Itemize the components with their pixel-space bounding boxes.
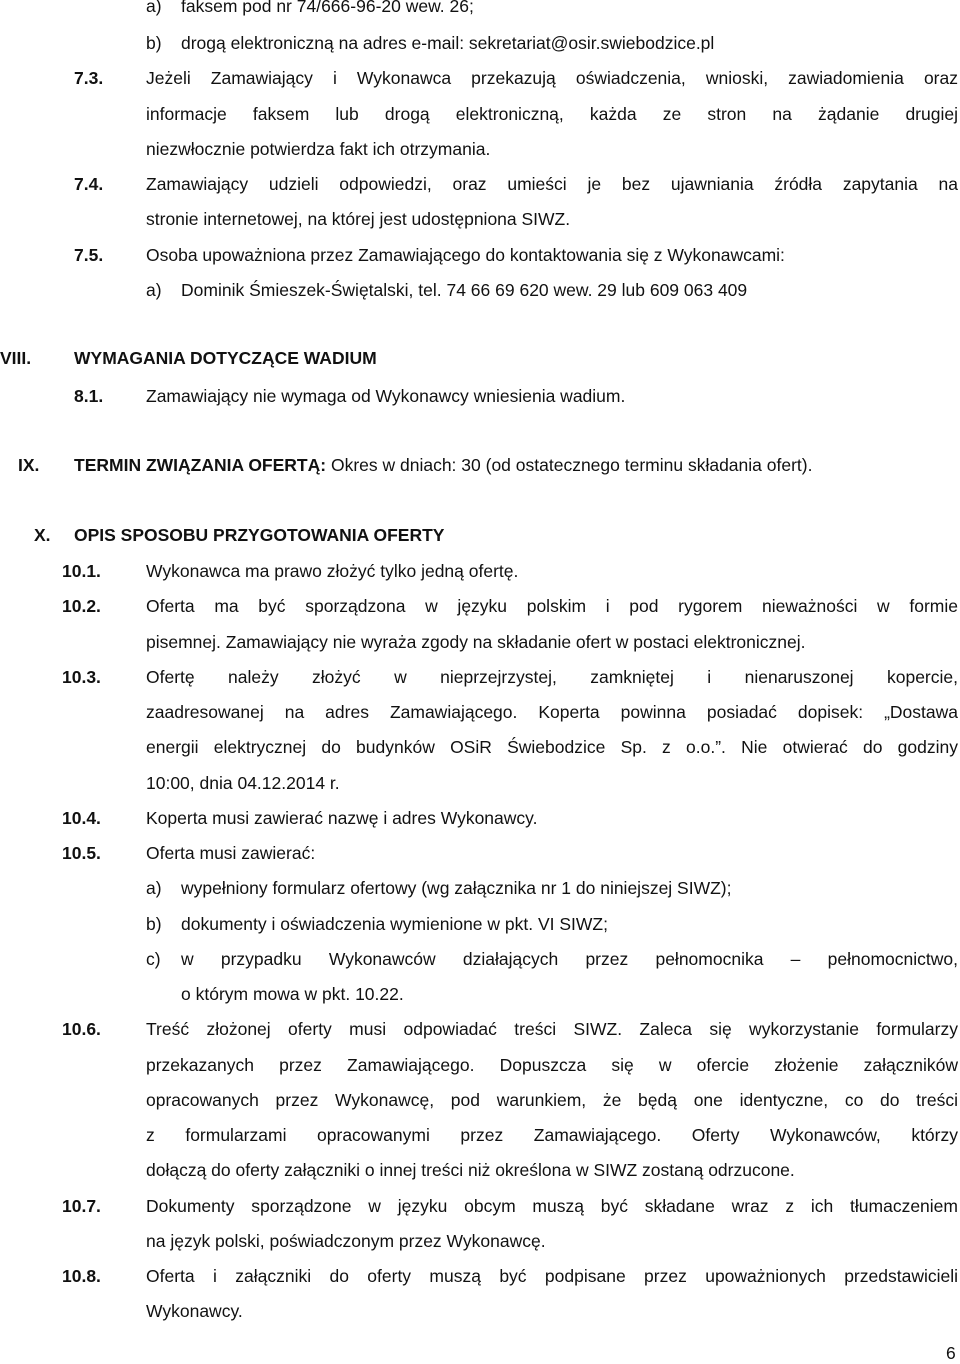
section-number: 10.1. — [62, 561, 101, 581]
list-letter: a) — [146, 878, 162, 898]
paragraph-line: Koperta musi zawierać nazwę i adres Wykonawcy. — [146, 808, 538, 828]
paragraph-line: Zamawiający nie wymaga od Wykonawcy wniesienia wadium. — [146, 386, 626, 406]
section-number: 10.7. — [62, 1196, 101, 1216]
section-title-wrap — [74, 454, 812, 476]
list-letter: a) — [146, 0, 162, 16]
section-title: WYMAGANIA DOTYCZĄCE WADIUM — [74, 348, 377, 368]
roman-numeral: VIII. — [0, 348, 32, 368]
section-number: 10.8. — [62, 1266, 101, 1286]
section-number: 7.3. — [74, 68, 104, 88]
paragraph-line: Dokumenty sporządzone w języku obcym muszą być składane wraz z ich tłumaczeniem — [146, 1196, 958, 1216]
list-letter: b) — [146, 33, 162, 53]
section-title: OPIS SPOSOBU PRZYGOTOWANIA OFERTY — [74, 525, 445, 545]
list-text: w przypadku Wykonawców działających przez pełnomocnika – pełnomocnictwo, — [181, 949, 958, 969]
paragraph-line: Oferta musi zawierać: — [146, 843, 316, 863]
list-letter: c) — [146, 949, 161, 969]
paragraph-line: 10:00, dnia 04.12.2014 r. — [146, 773, 340, 793]
paragraph-line: Oferta ma być sporządzona w języku polskim i pod rygorem nieważności w formie — [146, 596, 958, 616]
paragraph-line: Wykonawca ma prawo złożyć tylko jedną ofertę. — [146, 561, 519, 581]
list-text: Dominik Śmieszek-Świętalski, tel. 74 66 69 620 wew. 29 lub 609 063 409 — [181, 280, 748, 300]
paragraph-line: Wykonawcy. — [146, 1301, 243, 1321]
paragraph-line: informacje faksem lub drogą elektroniczną, każda ze stron na żądanie drugiej — [146, 104, 958, 124]
section-number: 7.5. — [74, 245, 104, 265]
section-number: 10.5. — [62, 843, 101, 863]
list-letter: b) — [146, 914, 162, 934]
paragraph-line: Jeżeli Zamawiający i Wykonawca przekazują oświadczenia, wnioski, zawiadomienia oraz — [146, 68, 958, 88]
paragraph-line: Treść złożonej oferty musi odpowiadać treści SIWZ. Zaleca się wykorzystanie formularzy — [146, 1019, 958, 1039]
section-title: TERMIN ZWIĄZANIA OFERTĄ: — [74, 455, 327, 475]
paragraph-line: energii elektrycznej do budynków OSiR Świebodzice Sp. z o.o.”. Nie otwierać do godziny — [146, 737, 958, 757]
roman-numeral: X. — [34, 525, 51, 545]
section-number: 10.6. — [62, 1019, 101, 1039]
paragraph-line: stronie internetowej, na której jest udostępniona SIWZ. — [146, 209, 571, 229]
roman-numeral: IX. — [18, 455, 40, 475]
paragraph-line: dołączą do oferty załączniki o innej treści niż określona w SIWZ zostaną odrzucone. — [146, 1160, 795, 1180]
paragraph-line: na język polski, poświadczonym przez Wykonawcę. — [146, 1231, 546, 1251]
paragraph-line: Zamawiający udzieli odpowiedzi, oraz umieści je bez ujawniania źródła zapytania na — [146, 174, 958, 194]
section-number: 10.2. — [62, 596, 101, 616]
list-text: wypełniony formularz ofertowy (wg załącznika nr 1 do niniejszej SIWZ); — [181, 878, 732, 898]
paragraph-line: z formularzami opracowanymi przez Zamawiającego. Oferty Wykonawców, którzy — [146, 1125, 958, 1145]
section-number: 7.4. — [74, 174, 104, 194]
list-text: o którym mowa w pkt. 10.22. — [181, 984, 404, 1004]
section-number: 10.3. — [62, 667, 101, 687]
paragraph-line: zaadresowanej na adres Zamawiającego. Koperta powinna posiadać dopisek: „Dostawa — [146, 702, 958, 722]
section-number: 8.1. — [74, 386, 104, 406]
list-text: drogą elektroniczną na adres e-mail: sekretariat@osir.swiebodzice.pl — [181, 33, 715, 53]
list-text: faksem pod nr 74/666-96-20 wew. 26; — [181, 0, 474, 16]
paragraph-line: Osoba upoważniona przez Zamawiającego do kontaktowania się z Wykonawcami: — [146, 245, 785, 265]
section-text: Okres w dniach: 30 (od ostatecznego terminu składania ofert). — [326, 455, 813, 475]
list-letter: a) — [146, 280, 162, 300]
paragraph-line: opracowanych przez Wykonawcę, pod warunkiem, że będą one identyczne, co do treści — [146, 1090, 958, 1110]
section-number: 10.4. — [62, 808, 101, 828]
list-text: dokumenty i oświadczenia wymienione w pkt. VI SIWZ; — [181, 914, 608, 934]
paragraph-line: Oferta i załączniki do oferty muszą być podpisane przez upoważnionych przedstawicieli — [146, 1266, 958, 1286]
paragraph-line: pisemnej. Zamawiający nie wyraża zgody na składanie ofert w postaci elektronicznej. — [146, 632, 806, 652]
paragraph-line: Ofertę należy złożyć w nieprzejrzystej, zamkniętej i nienaruszonej kopercie, — [146, 667, 958, 687]
paragraph-line: niezwłocznie potwierdza fakt ich otrzymania. — [146, 139, 491, 159]
page-number: 6 — [946, 1343, 956, 1363]
paragraph-line: przekazanych przez Zamawiającego. Dopuszcza się w ofercie złożenie załączników — [146, 1055, 958, 1075]
